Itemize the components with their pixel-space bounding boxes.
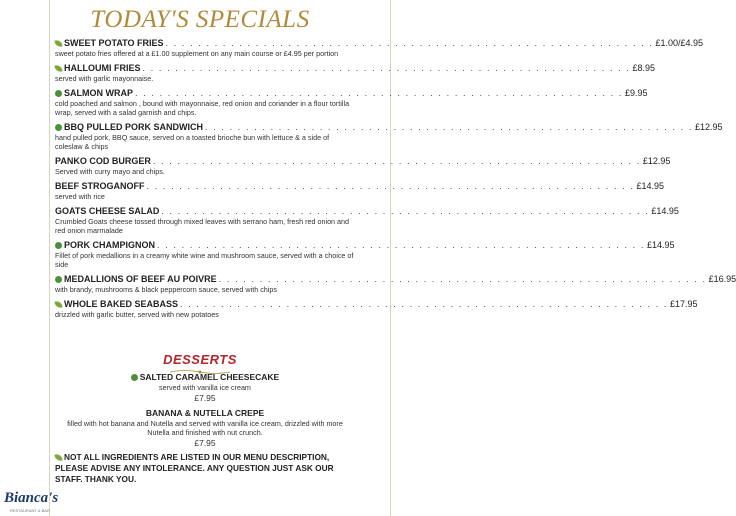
menu-item-price: £14.95: [636, 181, 664, 191]
dessert-name: BANANA & NUTELLA CREPE: [145, 408, 265, 418]
dessert-item: [55, 408, 355, 449]
menu-item: [55, 274, 736, 294]
allergen-icon: [131, 374, 138, 381]
allergen-icon: [55, 242, 62, 249]
dot-leader: . . . . . . . . . . . . . . . . . . . . . . . . . . . . . . . . . . . . . . . . . . . . . . . . . . . . . . . . . . . .: [161, 206, 650, 216]
gluten-free-icon: [55, 276, 62, 283]
dot-leader: . . . . . . . . . . . . . . . . . . . . . . . . . . . . . . . . . . . . . . . . . . . . . . . . . . . . . . . . . . . .: [205, 122, 693, 132]
dot-leader: . . . . . . . . . . . . . . . . . . . . . . . . . . . . . . . . . . . . . . . . . . . . . . . . . . . . . . . . . . . .: [157, 240, 645, 250]
menu-item: [55, 156, 671, 176]
allergen-icon: [55, 124, 62, 131]
leaf-icon: [54, 39, 62, 47]
menu-item-price: £14.95: [651, 206, 679, 216]
page-title: TODAY'S SPECIALS: [90, 6, 310, 33]
dessert-name: SALTED CARAMEL CHEESECAKE: [139, 372, 280, 382]
dot-leader: . . . . . . . . . . . . . . . . . . . . . . . . . . . . . . . . . . . . . . . . . . . . . . . . . . . . . . . . . . . .: [146, 181, 635, 191]
allergy-notice-text: NOT ALL INGREDIENTS ARE LISTED IN OUR MENU DESCRIPTION, PLEASE ADVISE ANY INTOLERANCE. ANY QUESTION JUST ASK OUR STAFF. THANK YOU.: [55, 452, 334, 484]
menu-item: [55, 63, 655, 83]
menu-item: [55, 206, 679, 235]
desserts-heading: DESSERTS: [163, 352, 237, 367]
dot-leader: . . . . . . . . . . . . . . . . . . . . . . . . . . . . . . . . . . . . . . . . . . . . . . . . . . . . . . . . . . . .: [218, 274, 707, 284]
menu-item-description: hand pulled pork, BBQ sauce, served on a toasted brioche bun with lettuce & a side of coleslaw & chips: [55, 133, 330, 151]
menu-item-description: with brandy, mushrooms & black peppercorn sauce, served with chips: [55, 285, 277, 294]
leaf-icon: [54, 64, 62, 72]
menu-item-price: £17.95: [669, 299, 698, 309]
menu-item-name: BBQ PULLED PORK SANDWICH: [55, 122, 203, 133]
leaf-icon: [54, 300, 62, 308]
menu-item-name: WHOLE BAKED SEABASS: [55, 299, 178, 310]
restaurant-logo: Bianca's: [4, 490, 59, 506]
menu-item-name: HALLOUMI FRIES: [55, 63, 141, 74]
menu-item-name: SWEET POTATO FRIES: [55, 38, 164, 49]
dessert-description: filled with hot banana and Nutella and served with vanilla ice cream, drizzled with more Nutella and finished with nut crunch.: [67, 419, 343, 437]
leaf-icon: [54, 453, 62, 461]
menu-item-description: served with garlic mayonnaise.: [55, 74, 154, 83]
dot-leader: . . . . . . . . . . . . . . . . . . . . . . . . . . . . . . . . . . . . . . . . . . . . . . . . . . . . . . . . . . . .: [135, 88, 623, 98]
menu-item-description: Fillet of pork medallions in a creamy white wine and mushroom sauce, served with a choice of side: [55, 251, 354, 269]
menu-item-description: sweet potato fries offered at a £1.00 supplement on any main course or £4.95 per portion: [55, 49, 339, 58]
menu-item-price: £8.95: [632, 63, 655, 73]
dot-leader: . . . . . . . . . . . . . . . . . . . . . . . . . . . . . . . . . . . . . . . . . . . . . . . . . . . . . . . . . . . .: [165, 38, 654, 48]
menu-item-description: drizzled with garlic butter, served with new potatoes: [55, 310, 219, 319]
menu-item-name: SALMON WRAP: [55, 88, 133, 99]
menu-item-price: £1.00/£4.95: [655, 38, 704, 48]
right-border-line: [390, 0, 391, 516]
menu-item-name: PORK CHAMPIGNON: [55, 240, 155, 251]
logo-tagline: RESTAURANT & BAR: [10, 508, 50, 513]
menu-item: [55, 38, 704, 58]
menu-item-description: cold poached and salmon , bound with mayonnaise, red onion and coriander in a flour tortilla wrap, served with a salad garnish and chips.: [55, 99, 350, 117]
menu-item-price: £9.95: [624, 88, 648, 98]
dot-leader: . . . . . . . . . . . . . . . . . . . . . . . . . . . . . . . . . . . . . . . . . . . . . . . . . . . . . . . . . . . .: [180, 299, 668, 309]
menu-item-description: served with rice: [55, 192, 105, 201]
dessert-item: [55, 372, 355, 404]
allergen-icon: [55, 90, 62, 97]
menu-item: [55, 88, 648, 117]
menu-item-name: PANKO COD BURGER: [55, 156, 151, 166]
menu-item-name: GOATS CHEESE SALAD: [55, 206, 160, 216]
menu-item-price: £12.95: [642, 156, 671, 166]
menu-item-name: MEDALLIONS OF BEEF AU POIVRE: [55, 274, 217, 285]
menu-item-price: £14.95: [646, 240, 675, 250]
menu-item-name: BEEF STROGANOFF: [55, 181, 145, 191]
dot-leader: . . . . . . . . . . . . . . . . . . . . . . . . . . . . . . . . . . . . . . . . . . . . . . . . . . . . . . . . . . . .: [142, 63, 631, 73]
left-border-line: [49, 0, 50, 516]
menu-item-description: Crumbled Goats cheese tossed through mixed leaves with serrano ham, fresh red onion and red onion marmalade: [55, 217, 350, 235]
menu-item: [55, 299, 698, 319]
dessert-price: £7.95: [194, 393, 216, 403]
menu-item: [55, 181, 664, 201]
allergy-notice: [55, 452, 355, 485]
menu-item: [55, 122, 723, 151]
menu-item-price: £12.95: [694, 122, 723, 132]
menu-item: [55, 240, 675, 269]
menu-item-description: Served with curry mayo and chips.: [55, 167, 165, 176]
menu-item-price: £16.95: [708, 274, 736, 284]
dot-leader: . . . . . . . . . . . . . . . . . . . . . . . . . . . . . . . . . . . . . . . . . . . . . . . . . . . . . . . . . . . .: [152, 156, 641, 166]
dessert-description: served with vanilla ice cream: [159, 383, 251, 392]
dessert-price: £7.95: [194, 438, 216, 448]
specials-list: [55, 38, 736, 324]
